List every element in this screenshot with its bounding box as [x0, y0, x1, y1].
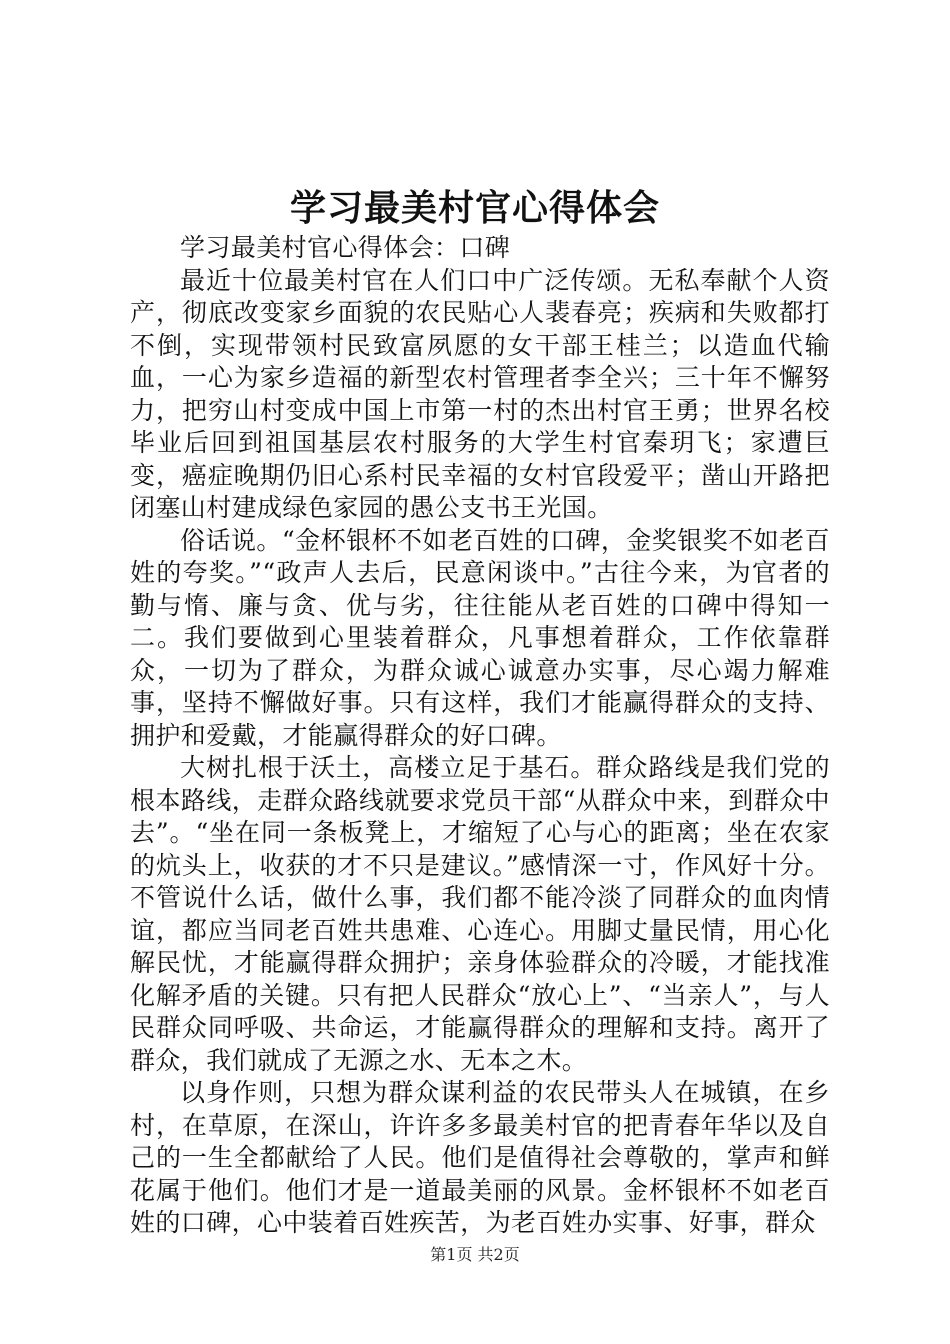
document-title: 学习最美村官心得体会	[289, 187, 660, 229]
paragraph-2: 俗话说。“金杯银杯不如老百姓的口碑，金奖银奖不如老百姓的夸奖。”“政声人去后，民意闲谈中。”古往今来，为官者的勤与惰、廉与贪、优与劣，往往能从老百姓的口碑中得知一二。我们要做到心里装着群众，凡事想着群众，工作依靠群众，一切为了群众，为群众诚心诚意办实事，尽心竭力解难事，坚持不懈做好事。只有这样，我们才能赢得群众的支持、拥护和爱戴，才能赢得群众的好口碑。	[130, 525, 830, 750]
document-body	[130, 232, 830, 1240]
paragraph-3: 大树扎根于沃土，高楼立足于基石。群众路线是我们党的根本路线，走群众路线就要求党员干部“从群众中来，到群众中去”。“坐在同一条板凳上，才缩短了心与心的距离；坐在农家的炕头上，收获的才不只是建议。”感情深一寸，作风好十分。不管说什么话，做什么事，我们都不能冷淡了同群众的血肉情谊，都应当同老百姓共患难、心连心。用脚丈量民情，用心化解民忧，才能赢得群众拥护；亲身体验群众的冷暖，才能找准化解矛盾的关键。只有把人民群众“放心上”、“当亲人”，与人民群众同呼吸、共命运，才能赢得群众的理解和支持。离开了群众，我们就成了无源之水、无本之木。	[130, 753, 830, 1075]
paragraph-1: 最近十位最美村官在人们口中广泛传颂。无私奉献个人资产，彻底改变家乡面貌的农民贴心人裴春亮；疾病和失败都打不倒，实现带领村民致富夙愿的女干部王桂兰；以造血代输血，一心为家乡造福的新型农村管理者李全兴；三十年不懈努力，把穷山村变成中国上市第一村的杰出村官王勇；世界名校毕业后回到祖国基层农村服务的大学生村官秦玥飞；家遭巨变，癌症晚期仍旧心系村民幸福的女村官段爱平；凿山开路把闭塞山村建成绿色家园的愚公支书王光国。	[130, 265, 830, 522]
page-number-footer: 第1页 共2页	[430, 1245, 520, 1264]
paragraph-4: 以身作则，只想为群众谋利益的农民带头人在城镇，在乡村，在草原，在深山，许许多多最美村官的把青春年华以及自己的一生全都献给了人民。他们是值得社会尊敬的，掌声和鲜花属于他们。他们才是一道最美丽的风景。金杯银杯不如老百姓的口碑，心中装着百姓疾苦，为老百姓办实事、好事，群众	[130, 1078, 830, 1237]
paragraph-subtitle: 学习最美村官心得体会：口碑	[180, 233, 511, 262]
